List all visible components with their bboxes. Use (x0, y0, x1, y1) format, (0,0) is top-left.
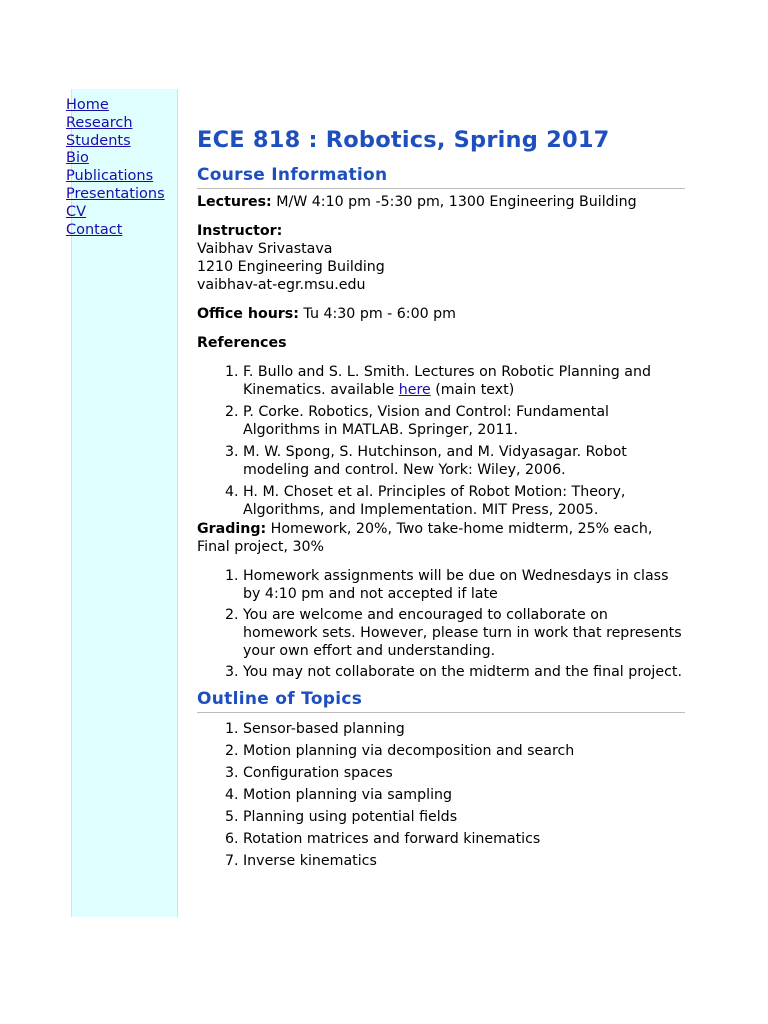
nav-item-research (66, 115, 165, 133)
lectures-line (197, 193, 685, 211)
nav-item-cv (66, 204, 165, 222)
grading-line (197, 520, 685, 556)
sidebar-nav (66, 89, 178, 917)
main-content (197, 124, 685, 872)
reference-item: 3. M. W. Spong, S. Hutchinson, and M. Vidyasagar. Robot modeling and control. New York: Wiley, 2006. (243, 443, 685, 479)
nav-item-publications (66, 168, 165, 186)
nav-item-students (66, 133, 165, 151)
grading-text: Homework, 20%, Two take-home midterm, 25% each, Final project, 30% (197, 521, 653, 555)
instructor-email: vaibhav-at-egr.msu.edu (197, 277, 366, 293)
nav-link-bio[interactable]: Bio (66, 150, 89, 167)
outline-heading: Outline of Topics (197, 688, 685, 713)
grading-label: Grading: (197, 521, 267, 537)
reference-item: 2. P. Corke. Robotics, Vision and Control: Fundamental Algorithms in MATLAB. Springer, 2011. (243, 403, 685, 439)
reference-text: F. Bullo and S. L. Smith. Lectures on Robotic Planning and Kinematics. available (243, 364, 651, 398)
topic-item: 1. Sensor-based planning (243, 718, 685, 740)
nav-item-contact (66, 222, 165, 240)
instructor-office: 1210 Engineering Building (197, 259, 385, 275)
reference-item (243, 363, 685, 399)
office-hours-text: Tu 4:30 pm - 6:00 pm (298, 306, 456, 322)
nav-item-home (66, 97, 165, 115)
topic-item: 7. Inverse kinematics (243, 850, 685, 872)
nav-item-bio (66, 150, 165, 168)
nav-link-research[interactable]: Research (66, 114, 133, 131)
nav-link-home[interactable]: Home (66, 97, 109, 113)
page-title: ECE 818 : Robotics, Spring 2017 (197, 127, 610, 153)
topic-item: 3. Configuration spaces (243, 762, 685, 784)
topics-list (197, 718, 685, 872)
nav-item-presentations (66, 186, 165, 204)
references-list (197, 363, 685, 519)
policy-item: 2. You are welcome and encouraged to collaborate on homework sets. However, please turn in work that represents your own effort and understanding. (243, 606, 685, 660)
policy-list (197, 567, 685, 681)
nav-link-contact[interactable]: Contact (66, 221, 123, 238)
reference-here-link[interactable]: here (398, 382, 431, 398)
topic-item: 6. Rotation matrices and forward kinematics (243, 828, 685, 850)
course-information-heading: Course Information (197, 164, 685, 189)
policy-item: 1. Homework assignments will be due on Wednesdays in class by 4:10 pm and not accepted if late (243, 567, 685, 603)
nav-link-students[interactable]: Students (66, 132, 131, 149)
topic-item: 5. Planning using potential fields (243, 806, 685, 828)
lectures-label: Lectures: (197, 194, 272, 210)
reference-text-suffix: (main text) (430, 382, 515, 398)
instructor-name: Vaibhav Srivastava (197, 241, 333, 257)
nav-link-publications[interactable]: Publications (66, 168, 154, 185)
policy-item: 3. You may not collaborate on the midterm and the final project. (243, 663, 685, 681)
topic-item: 4. Motion planning via sampling (243, 784, 685, 806)
lectures-text: M/W 4:10 pm -5:30 pm, 1300 Engineering Building (271, 194, 637, 210)
office-hours-label: Office hours: (197, 306, 299, 322)
reference-item: 4. H. M. Choset et al. Principles of Robot Motion: Theory, Algorithms, and Implementation. MIT Press, 2005. (243, 483, 685, 519)
topic-item: 2. Motion planning via decomposition and search (243, 740, 685, 762)
instructor-label: Instructor: (197, 223, 283, 239)
nav-link-presentations[interactable]: Presentations (66, 185, 165, 202)
nav-list (66, 97, 165, 239)
references-label: References (197, 335, 287, 351)
instructor-block (197, 222, 685, 294)
nav-link-cv[interactable]: CV (66, 203, 87, 220)
office-hours-line (197, 305, 685, 323)
